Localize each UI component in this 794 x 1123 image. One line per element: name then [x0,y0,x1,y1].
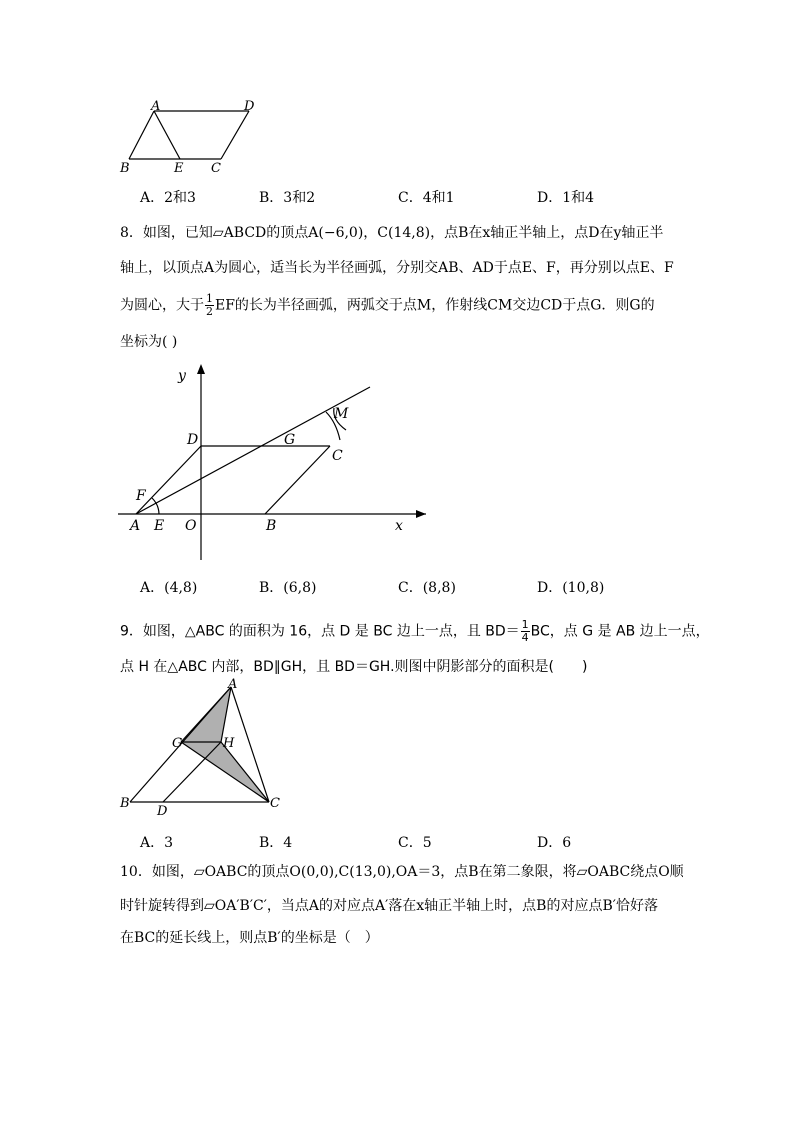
q8-option-b[interactable]: B．(6,8) [259,580,317,596]
q9-text-line2: 点 H 在△ABC 内部，BD∥GH，且 BD＝GH.则图中阴影部分的面积是( ) [120,659,588,675]
label-A: A [151,99,161,114]
label-E: E [154,518,165,534]
label-B: B [120,796,130,811]
label-D: D [157,804,168,816]
q8-text-line1: 8．如图，已知▱ABCD的顶点A(−6,0)，C(14,8)，点B在x轴正半轴上，点D在y轴正半 [120,225,664,241]
q9-triangle-figure [110,676,290,816]
label-A: A [228,677,238,692]
q9-text-line1 [120,619,710,644]
q9-option-a[interactable]: A．3 [140,835,174,851]
q7-option-b[interactable]: B．3和2 [259,190,316,206]
label-E: E [174,161,184,175]
label-C: C [332,448,343,464]
q8-option-c[interactable]: C．(8,8) [398,580,456,596]
q9-option-c[interactable]: C．5 [398,835,432,851]
label-B: B [120,161,130,175]
q8-option-d[interactable]: D．(10,8) [537,580,605,596]
label-C: C [270,796,280,811]
label-x: x [395,518,403,534]
q9-line1-post: BC，点 G 是 AB 边上一点， [530,623,710,640]
q10-text-line1: 10．如图，▱OABC的顶点O(0,0),C(13,0),OA＝3，点B在第二象限，将▱OABC绕点O顺 [120,864,684,880]
q8-line3-post: EF的长为半径画弧，两弧交于点M，作射线CM交边CD于点G．则G的 [215,297,655,314]
q7-option-a[interactable]: A．2和3 [140,190,196,206]
label-C: C [211,161,221,175]
label-D: D [187,432,199,448]
q8-text-line3 [120,293,655,318]
q8-line3-pre: 为圆心，大于 [120,297,204,314]
q8-fraction: $\frac{1}{2}$ [206,292,213,318]
q9-option-b[interactable]: B．4 [259,835,293,851]
label-F: F [136,488,146,504]
q8-text-line4: 坐标为( ) [120,334,178,350]
label-M: M [334,406,349,422]
label-G: G [172,736,183,751]
q10-text-line2: 时针旋转得到▱OA′B′C′，当点A的对应点A′落在x轴正半轴上时，点B的对应点B′恰好落 [120,898,658,914]
q8-coordinate-figure [110,360,450,565]
label-A: A [130,518,141,534]
label-B: B [266,518,277,534]
q10-text-line3: 在BC的延长线上，则点B′的坐标是（ ） [120,930,379,946]
q8-option-a[interactable]: A．(4,8) [140,580,198,596]
q7-parallelogram-figure [110,95,270,175]
label-O: O [185,518,197,534]
q7-option-c[interactable]: C．4和1 [398,190,455,206]
label-G: G [284,432,296,448]
q9-line1-pre: 9．如图，△ABC 的面积为 16，点 D 是 BC 边上一点，且 BD＝ [120,623,520,640]
q9-option-d[interactable]: D．6 [537,835,572,851]
q9-fraction: $\frac{1}{4}$ [521,618,529,644]
q7-option-d[interactable]: D．1和4 [537,190,595,206]
label-y: y [178,368,186,384]
q8-text-line2: 轴上，以顶点A为圆心，适当长为半径画弧，分别交AB、AD于点E、F，再分别以点E、F [120,260,674,276]
label-H: H [223,736,235,751]
label-D: D [244,99,255,114]
